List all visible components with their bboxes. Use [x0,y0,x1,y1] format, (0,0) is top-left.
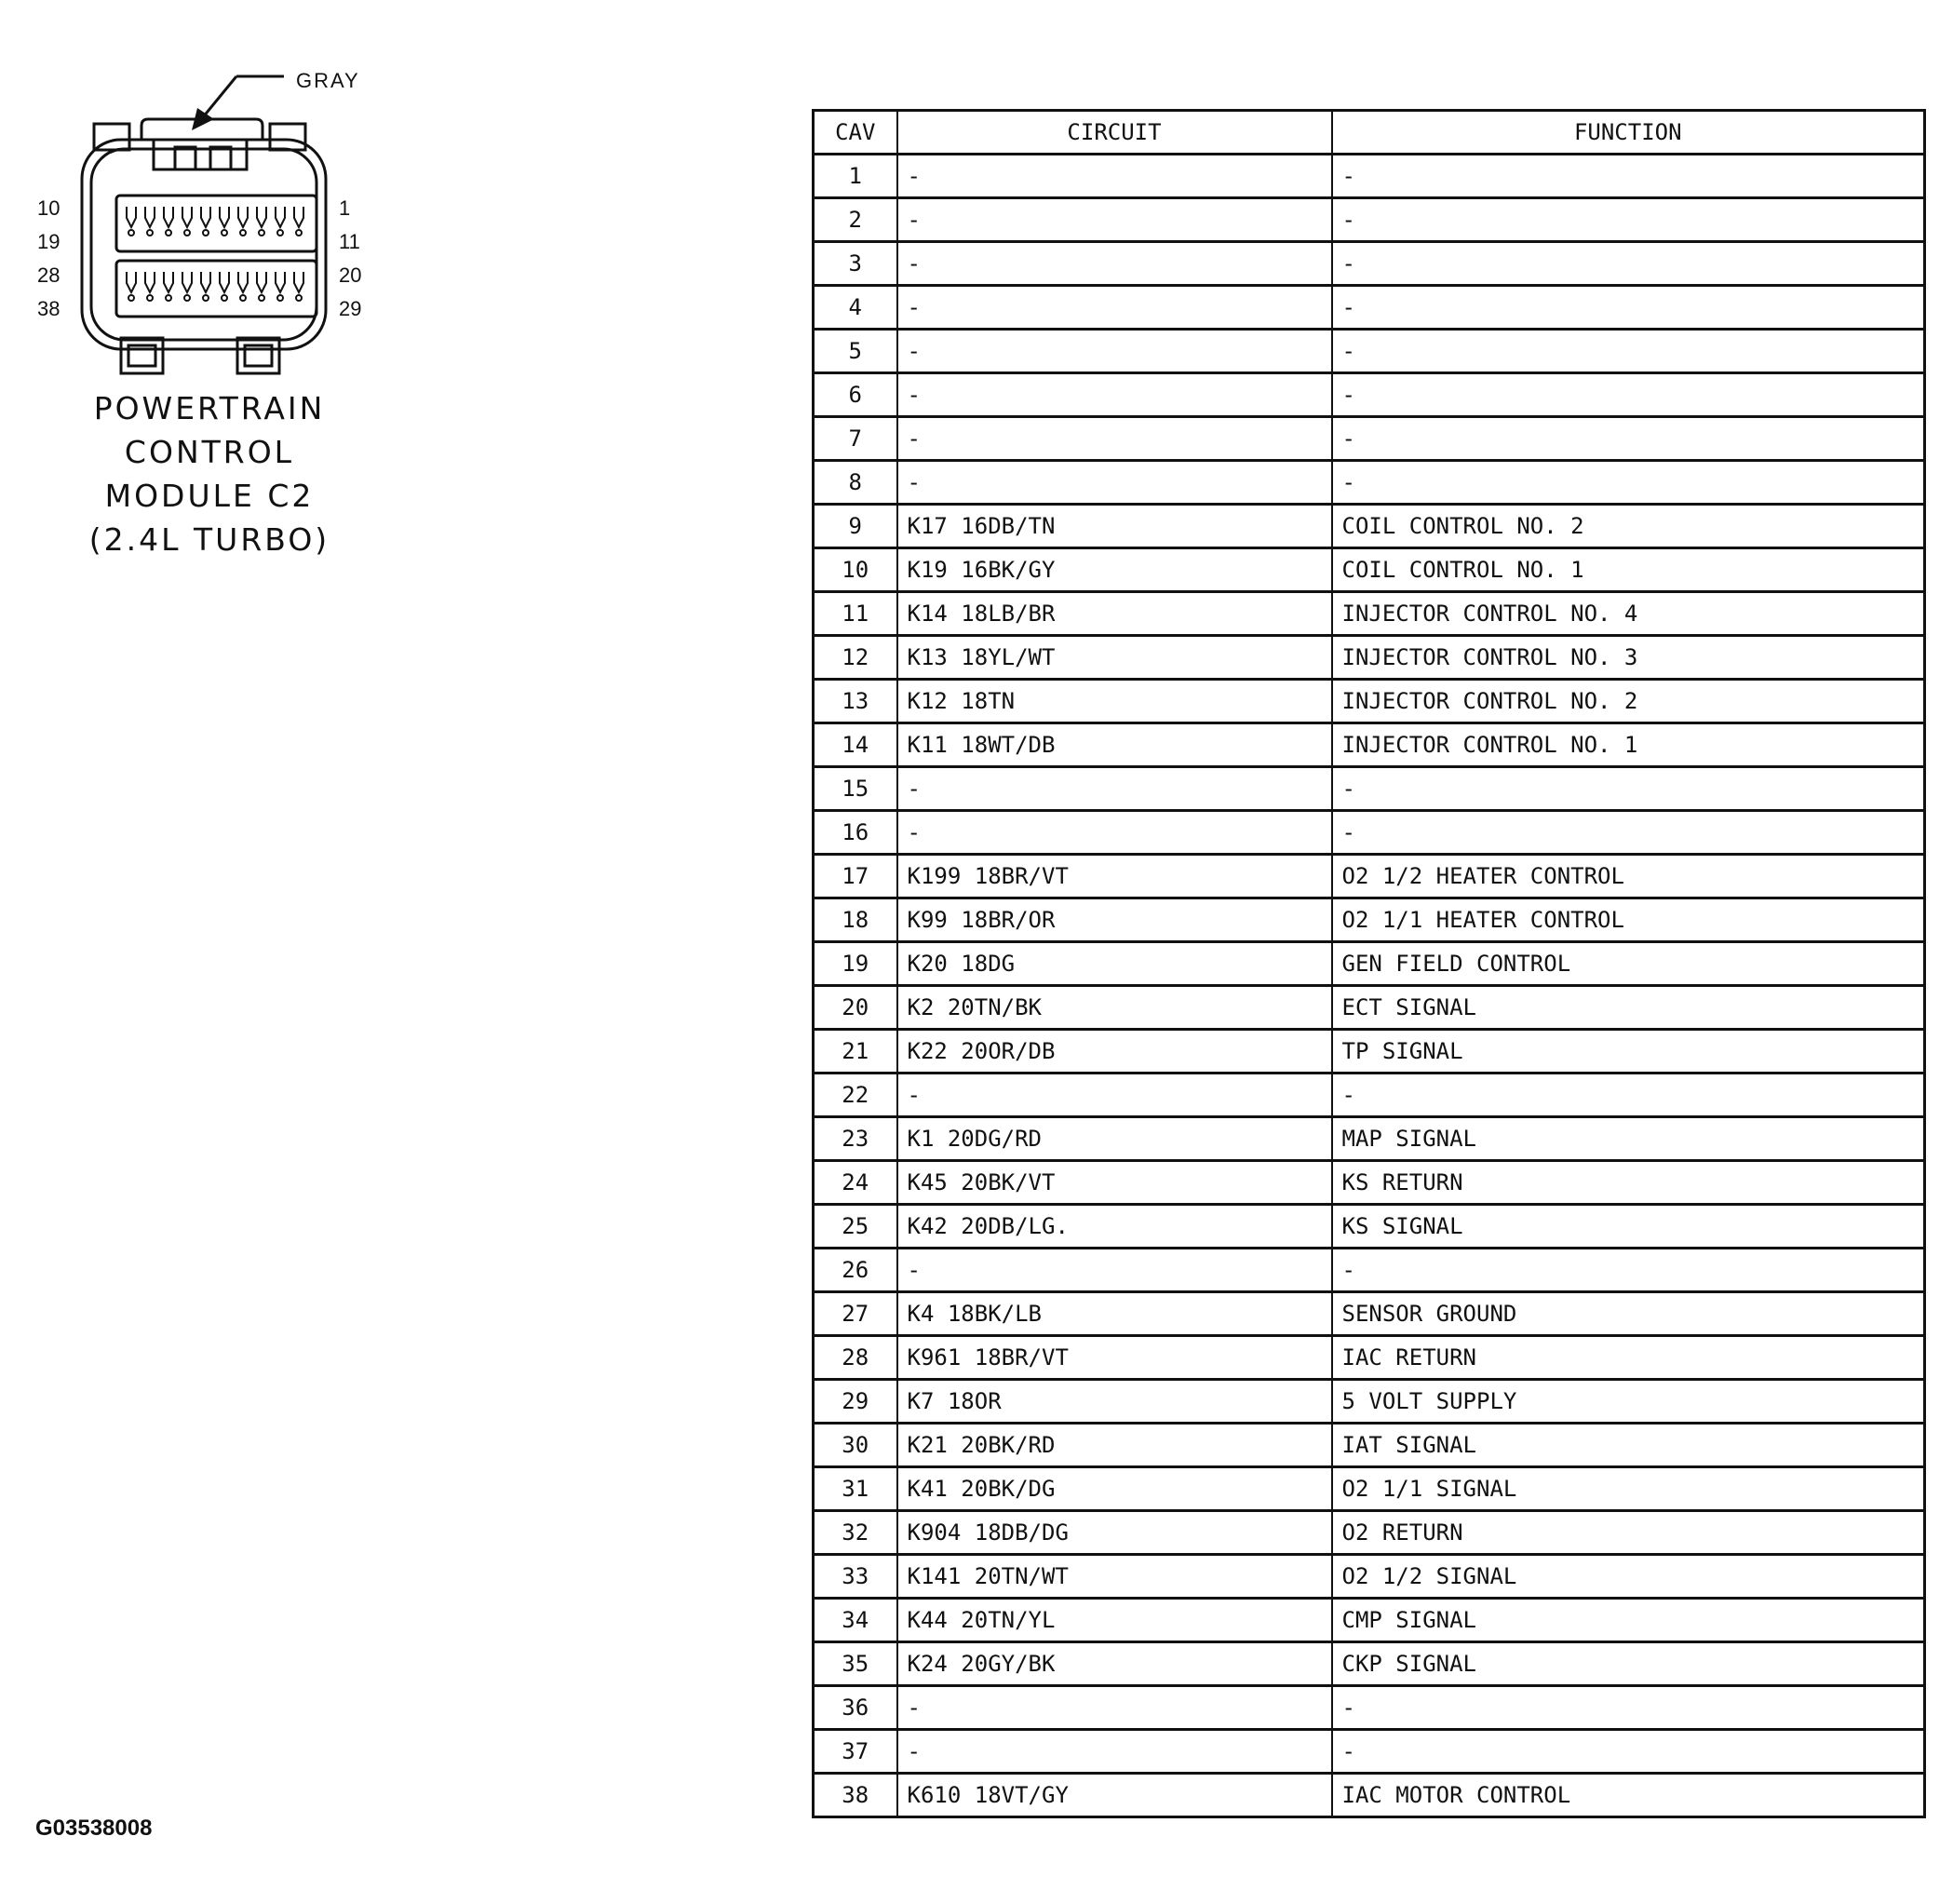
cell-function: - [1332,461,1925,505]
cell-circuit: - [897,1249,1332,1292]
cell-circuit: K24 20GY/BK [897,1642,1332,1686]
table-row [814,330,1925,373]
cell-function: - [1332,811,1925,855]
table-row [814,1686,1925,1730]
cell-cav: 35 [814,1642,897,1686]
pin-terminal [182,207,192,227]
pin-terminal-tip [128,295,134,301]
cell-circuit: K22 20OR/DB [897,1030,1332,1074]
table-row [814,1249,1925,1292]
cell-cav: 11 [814,592,897,636]
cell-circuit: - [897,198,1332,242]
pin-label-10: 10 [37,196,61,220]
cell-cav: 6 [814,373,897,417]
connector-color-label: GRAY [296,69,360,92]
table-header-row [814,111,1925,155]
cell-function: IAC RETURN [1332,1336,1925,1380]
table-row [814,1117,1925,1161]
cell-function: KS RETURN [1332,1161,1925,1205]
cell-cav: 3 [814,242,897,286]
pin-terminal-tip [203,230,209,236]
pin-terminal-tip [184,295,190,301]
pin-terminal-tip [296,295,302,301]
table-row [814,811,1925,855]
pin-terminal [294,207,303,227]
cell-function: IAT SIGNAL [1332,1424,1925,1467]
cell-function: INJECTOR CONTROL NO. 4 [1332,592,1925,636]
cell-function: MAP SIGNAL [1332,1117,1925,1161]
cell-function: COIL CONTROL NO. 2 [1332,505,1925,548]
pin-terminal-tip [203,295,209,301]
cell-cav: 18 [814,898,897,942]
cell-circuit: - [897,1730,1332,1774]
cell-circuit: K7 18OR [897,1380,1332,1424]
cell-function: O2 1/2 SIGNAL [1332,1555,1925,1599]
pin-block-upper [116,196,317,251]
pin-terminal [257,207,266,227]
pin-terminal-tip [259,230,264,236]
cell-cav: 8 [814,461,897,505]
cell-circuit: K44 20TN/YL [897,1599,1332,1642]
table-row [814,855,1925,898]
table-row [814,767,1925,811]
header-function: FUNCTION [1332,111,1925,155]
table-row [814,461,1925,505]
cell-cav: 34 [814,1599,897,1642]
cell-cav: 12 [814,636,897,680]
pin-label-19: 19 [37,230,61,253]
pin-terminal [127,272,136,292]
cell-function: KS SIGNAL [1332,1205,1925,1249]
pin-terminal [238,207,248,227]
table-row [814,723,1925,767]
pin-terminal [276,207,285,227]
pin-label-28: 28 [37,263,61,287]
table-row [814,242,1925,286]
cell-function: CMP SIGNAL [1332,1599,1925,1642]
connector-pins [127,207,303,301]
cell-circuit: - [897,1074,1332,1117]
cell-circuit: K41 20BK/DG [897,1467,1332,1511]
pin-terminal-tip [128,230,134,236]
cell-cav: 30 [814,1424,897,1467]
pin-terminal [201,207,210,227]
cell-cav: 9 [814,505,897,548]
table-row [814,1555,1925,1599]
cell-cav: 36 [814,1686,897,1730]
cell-cav: 13 [814,680,897,723]
cell-function: SENSOR GROUND [1332,1292,1925,1336]
table-row [814,680,1925,723]
pin-terminal-tip [147,230,153,236]
pin-terminal [220,207,229,227]
cell-function: - [1332,1074,1925,1117]
cell-circuit: K17 16DB/TN [897,505,1332,548]
cell-circuit: K19 16BK/GY [897,548,1332,592]
pin-terminal-tip [240,230,246,236]
cell-circuit: K610 18VT/GY [897,1774,1332,1817]
cell-circuit: - [897,417,1332,461]
pin-terminal [238,272,248,292]
cell-cav: 26 [814,1249,897,1292]
pin-terminal-tip [277,295,283,301]
pinout-table [812,109,1926,1818]
pin-terminal [276,272,285,292]
pin-label-11: 11 [339,230,360,253]
cell-cav: 2 [814,198,897,242]
pin-terminal-tip [166,230,171,236]
pin-terminal-tip [166,295,171,301]
pin-terminal [164,272,173,292]
table-row [814,986,1925,1030]
cell-function: 5 VOLT SUPPLY [1332,1380,1925,1424]
header-cav: CAV [814,111,897,155]
cell-cav: 5 [814,330,897,373]
cell-function: IAC MOTOR CONTROL [1332,1774,1925,1817]
cell-circuit: K199 18BR/VT [897,855,1332,898]
table-row [814,1642,1925,1686]
table-row [814,1511,1925,1555]
cell-function: - [1332,286,1925,330]
pin-terminal [257,272,266,292]
cell-circuit: K42 20DB/LG. [897,1205,1332,1249]
pin-terminal-tip [147,295,153,301]
pin-terminal-tip [222,230,227,236]
pin-terminal [201,272,210,292]
connector-diagram [0,0,391,391]
cell-cav: 7 [814,417,897,461]
cell-function: ECT SIGNAL [1332,986,1925,1030]
cell-circuit: K12 18TN [897,680,1332,723]
table-row [814,942,1925,986]
cell-function: O2 1/1 HEATER CONTROL [1332,898,1925,942]
cell-cav: 31 [814,1467,897,1511]
cell-circuit: - [897,373,1332,417]
cell-cav: 25 [814,1205,897,1249]
table-row [814,1380,1925,1424]
cell-function: O2 1/1 SIGNAL [1332,1467,1925,1511]
pin-terminal [127,207,136,227]
cell-function: CKP SIGNAL [1332,1642,1925,1686]
pin-label-1: 1 [339,196,351,220]
cell-cav: 28 [814,1336,897,1380]
table-row [814,198,1925,242]
pin-terminal [164,207,173,227]
connector-housing-inner [91,149,317,340]
cell-cav: 16 [814,811,897,855]
cell-cav: 21 [814,1030,897,1074]
cell-function: - [1332,198,1925,242]
cell-circuit: K904 18DB/DG [897,1511,1332,1555]
cell-function: INJECTOR CONTROL NO. 3 [1332,636,1925,680]
table-row [814,1774,1925,1817]
pin-terminal [220,272,229,292]
caption-line: POWERTRAIN [93,390,326,426]
cell-circuit: K21 20BK/RD [897,1424,1332,1467]
cell-circuit: K2 20TN/BK [897,986,1332,1030]
cell-circuit: - [897,811,1332,855]
cell-circuit: - [897,461,1332,505]
table-row [814,1161,1925,1205]
cell-cav: 24 [814,1161,897,1205]
caption-line: MODULE C2 [104,478,315,514]
cell-function: INJECTOR CONTROL NO. 1 [1332,723,1925,767]
cell-circuit: K1 20DG/RD [897,1117,1332,1161]
cell-function: - [1332,330,1925,373]
table-row [814,1292,1925,1336]
cell-circuit: K45 20BK/VT [897,1161,1332,1205]
pin-terminal [294,272,303,292]
cell-cav: 1 [814,155,897,198]
cell-cav: 23 [814,1117,897,1161]
table-row [814,1730,1925,1774]
cell-function: O2 1/2 HEATER CONTROL [1332,855,1925,898]
table-row [814,1599,1925,1642]
cell-cav: 27 [814,1292,897,1336]
pin-label-29: 29 [339,297,362,320]
cell-cav: 14 [814,723,897,767]
pin-label-20: 20 [339,263,362,287]
pin-terminal-tip [259,295,264,301]
table-row [814,505,1925,548]
cell-circuit: K11 18WT/DB [897,723,1332,767]
table-row [814,898,1925,942]
cell-cav: 10 [814,548,897,592]
table-row [814,1336,1925,1380]
connector-tab-right [270,124,305,150]
table-row [814,286,1925,330]
caption-line: CONTROL [124,434,295,470]
cell-cav: 20 [814,986,897,1030]
pin-terminal-tip [240,295,246,301]
cell-cav: 37 [814,1730,897,1774]
pin-block-lower [116,261,317,317]
cell-function: - [1332,242,1925,286]
cell-cav: 19 [814,942,897,986]
cell-function: - [1332,155,1925,198]
connector-caption [37,386,382,561]
cell-function: - [1332,1249,1925,1292]
cell-circuit: K14 18LB/BR [897,592,1332,636]
cell-circuit: - [897,242,1332,286]
cell-circuit: K13 18YL/WT [897,636,1332,680]
pin-terminal-tip [184,230,190,236]
cell-cav: 22 [814,1074,897,1117]
cell-circuit: - [897,767,1332,811]
table-row [814,1030,1925,1074]
cell-function: - [1332,1730,1925,1774]
table-row [814,417,1925,461]
cell-function: - [1332,417,1925,461]
table-row [814,373,1925,417]
table-row [814,1424,1925,1467]
pin-terminal-tip [222,295,227,301]
cell-cav: 33 [814,1555,897,1599]
cell-function: COIL CONTROL NO. 1 [1332,548,1925,592]
table-row [814,548,1925,592]
pin-terminal-tip [277,230,283,236]
cell-function: GEN FIELD CONTROL [1332,942,1925,986]
cell-circuit: - [897,330,1332,373]
cell-function: O2 RETURN [1332,1511,1925,1555]
cell-function: - [1332,1686,1925,1730]
cell-circuit: - [897,286,1332,330]
cell-function: - [1332,767,1925,811]
table-row [814,1205,1925,1249]
cell-circuit: K4 18BK/LB [897,1292,1332,1336]
figure-id: G03538008 [35,1816,153,1841]
pin-terminal [182,272,192,292]
table-row [814,636,1925,680]
table-row [814,1467,1925,1511]
caption-line: (2.4L TURBO) [88,521,330,558]
cell-cav: 15 [814,767,897,811]
cell-circuit: - [897,1686,1332,1730]
cell-circuit: K20 18DG [897,942,1332,986]
cell-function: INJECTOR CONTROL NO. 2 [1332,680,1925,723]
cell-cav: 38 [814,1774,897,1817]
cell-function: - [1332,373,1925,417]
cell-cav: 4 [814,286,897,330]
pin-label-38: 38 [37,297,61,320]
table-row [814,155,1925,198]
cell-circuit: - [897,155,1332,198]
pin-terminal [145,207,155,227]
pin-terminal [145,272,155,292]
header-circuit: CIRCUIT [897,111,1332,155]
cell-function: TP SIGNAL [1332,1030,1925,1074]
cell-circuit: K961 18BR/VT [897,1336,1332,1380]
cell-cav: 32 [814,1511,897,1555]
cell-cav: 29 [814,1380,897,1424]
cell-cav: 17 [814,855,897,898]
table-row [814,1074,1925,1117]
cell-circuit: K141 20TN/WT [897,1555,1332,1599]
cell-circuit: K99 18BR/OR [897,898,1332,942]
pin-terminal-tip [296,230,302,236]
table-row [814,592,1925,636]
